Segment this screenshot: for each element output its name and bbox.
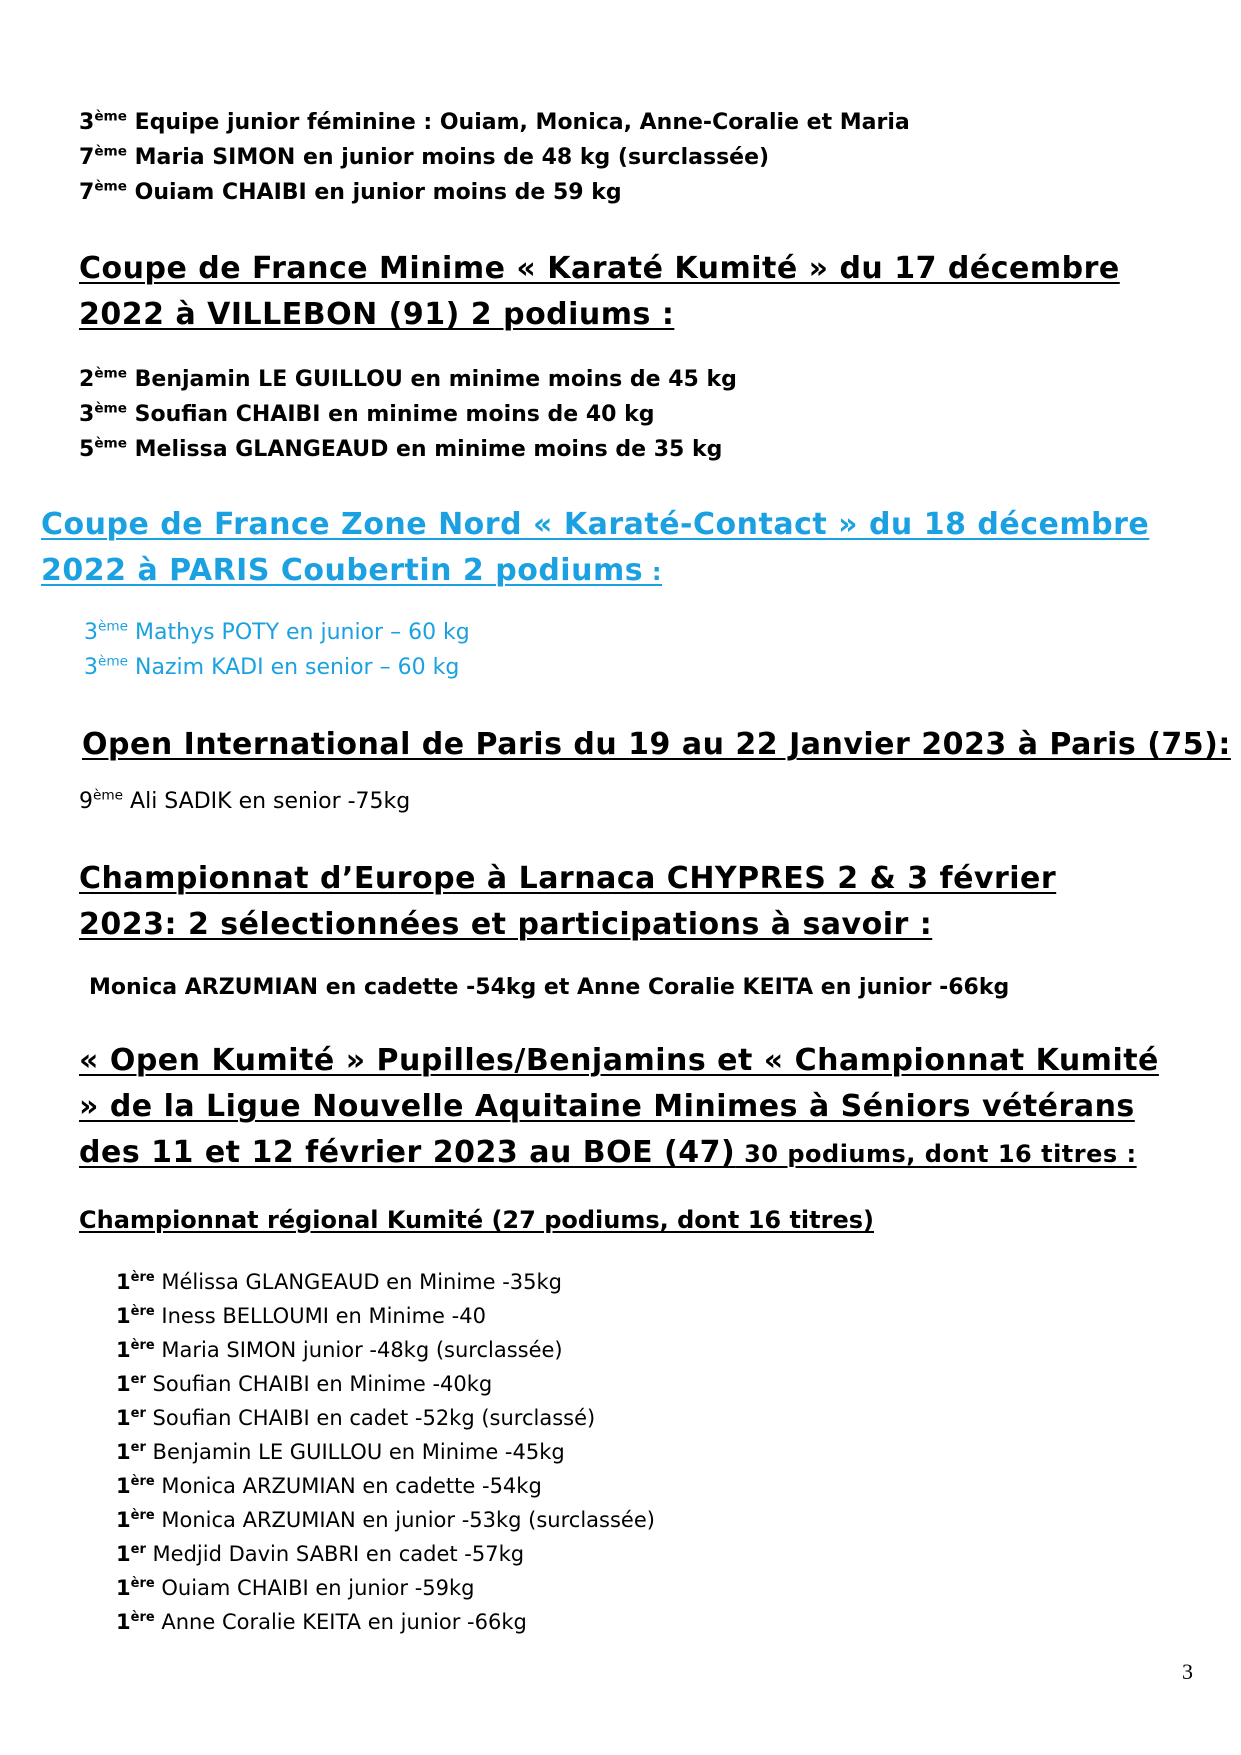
result-line: 1ère Ouiam CHAIBI en junior -59kg: [116, 1575, 475, 1600]
result-line: 3ème Soufian CHAIBI en minime moins de 40 kg: [79, 400, 655, 427]
section2-results: [84, 616, 470, 685]
result-line: 3ème Mathys POTY en junior – 60 kg: [84, 618, 470, 645]
result-line: 5ème Melissa GLANGEAUD en minime moins de 35 kg: [79, 435, 723, 462]
result-line: 3ème Nazim KADI en senior – 60 kg: [84, 653, 460, 680]
section-heading-coupe-minime: Coupe de France Minime « Karaté Kumité » du 17 décembre 2022 à VILLEBON (91) 2 podiums :: [79, 251, 1120, 332]
result-line: 1er Soufian CHAIBI en cadet -52kg (surclassé): [116, 1405, 596, 1430]
result-line: 1ère Monica ARZUMIAN en cadette -54kg: [116, 1473, 542, 1498]
result-line: 9ème Ali SADIK en senior -75kg: [79, 787, 411, 814]
top-results-list: [79, 105, 910, 210]
section-heading-ligue-aquitaine: « Open Kumité » Pupilles/Benjamins et « Championnat Kumité » de la Ligue Nouvelle Aquitaine Minimes à Séniors vétérans des 11 et 12 février 2023 au BOE (47) 30 podiums, dont 16 titres :: [79, 1043, 1159, 1170]
section1-results: [79, 362, 737, 467]
result-line: 1ère Mélissa GLANGEAUD en Minime -35kg: [116, 1269, 563, 1294]
participants-text: Monica ARZUMIAN en cadette -54kg et Anne Coralie KEITA en junior -66kg: [89, 975, 1010, 1000]
section-heading-karate-contact: Coupe de France Zone Nord « Karaté-Contact » du 18 décembre 2022 à PARIS Coubertin 2 podiums :: [41, 507, 1150, 588]
result-line: 1ère Iness BELLOUMI en Minime -40: [116, 1303, 486, 1328]
subheading-championnat-regional: Championnat régional Kumité (27 podiums, dont 16 titres): [79, 1206, 874, 1234]
section3-results: [79, 785, 410, 820]
result-line: 1ère Anne Coralie KEITA en junior -66kg: [116, 1609, 527, 1634]
section-heading-championnat-europe: Championnat d’Europe à Larnaca CHYPRES 2 & 3 février 2023: 2 sélectionnées et participations à savoir :: [79, 861, 1057, 942]
result-line: 1ère Monica ARZUMIAN en junior -53kg (surclassée): [116, 1507, 655, 1532]
result-line: 1ère Maria SIMON junior -48kg (surclassée): [116, 1337, 563, 1362]
result-line: 1er Soufian CHAIBI en Minime -40kg: [116, 1371, 493, 1396]
section5-results: [116, 1265, 655, 1639]
result-line: 3ème Equipe junior féminine : Ouiam, Monica, Anne-Coralie et Maria: [79, 108, 910, 135]
result-line: 2ème Benjamin LE GUILLOU en minime moins de 45 kg: [79, 365, 737, 392]
section4-participants: [89, 970, 1009, 1005]
result-line: 7ème Ouiam CHAIBI en junior moins de 59 kg: [79, 178, 622, 205]
page-number: 3: [1182, 1659, 1193, 1684]
section-heading-open-paris: Open International de Paris du 19 au 22 Janvier 2023 à Paris (75):: [82, 727, 1231, 762]
result-line: 1er Benjamin LE GUILLOU en Minime -45kg: [116, 1439, 565, 1464]
result-line: 1er Medjid Davin SABRI en cadet -57kg: [116, 1541, 525, 1566]
result-line: 7ème Maria SIMON en junior moins de 48 kg (surclassée): [79, 143, 770, 170]
